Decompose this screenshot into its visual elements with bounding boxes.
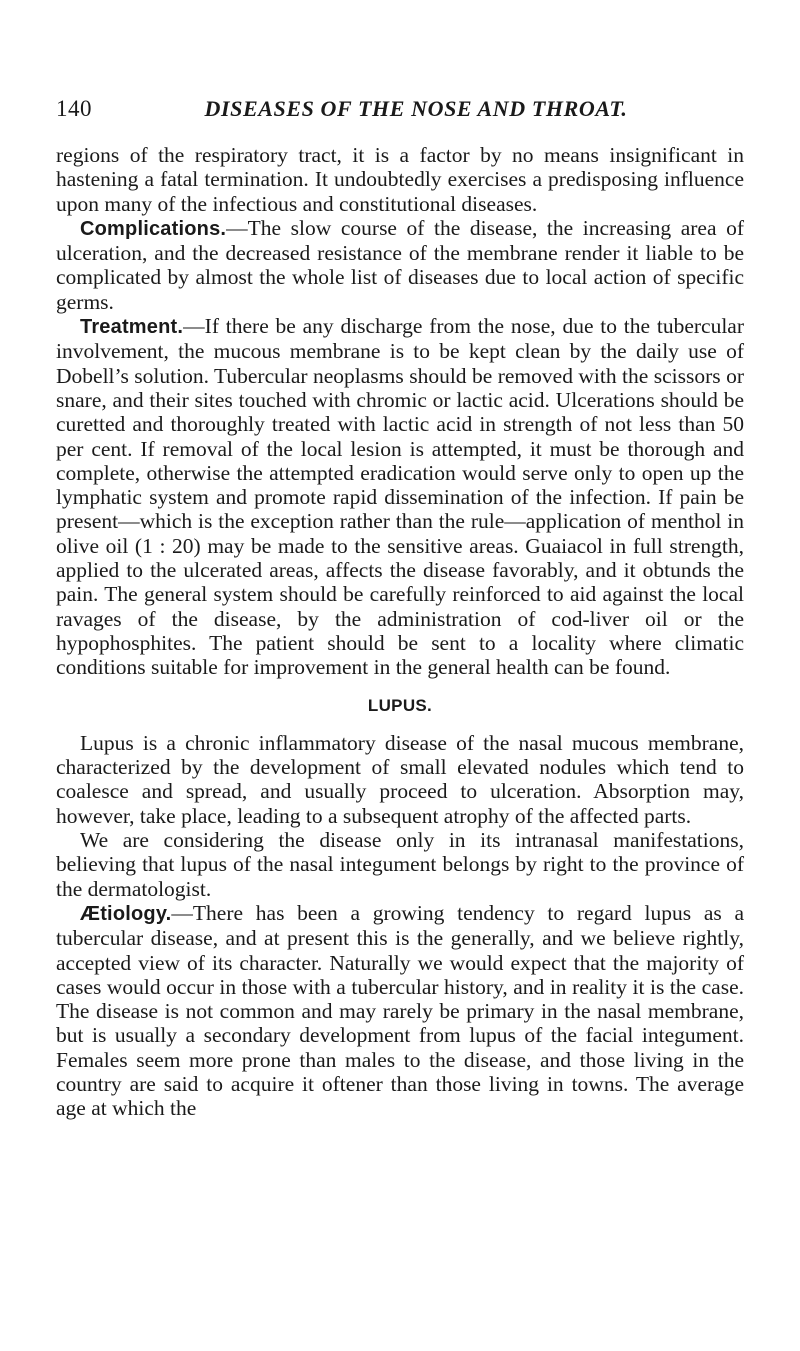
paragraph-etiology [56,901,744,1121]
complications-heading: Complications. [80,217,227,240]
treatment-heading: Treatment. [80,316,184,339]
running-title: DISEASES OF THE NOSE AND THROAT. [204,96,628,121]
section-title-lupus: LUPUS. [367,695,433,715]
etiology-heading: Ætiology. [80,902,172,925]
page-body [56,143,744,1121]
paragraph-complications [56,216,744,314]
running-head [56,96,746,126]
page-number: 140 [56,96,92,121]
complications-text: —The slow course of the disease, the increasing area of ulceration, and the decreased resistance of the membrane render it liable to be complicated by almost the whole list of diseases due to local action of specific germs. [56,215,744,314]
paragraph-treatment [56,314,744,679]
etiology-text: —There has been a growing tendency to regard lupus as a tubercular disease, and at present this is the generally, and we believe rightly, accepted view of its character. Naturally we would expect that the majority of cases would occur in those with a tubercular history, and in reality it is the case. The disease is not common and may rarely be primary in the nasal membrane, but is usually a secondary development from lupus of the facial integument. Females seem more prone than males to the disease, and those living in the country are said to acquire it oftener than those living in towns. The average age at which the [56,900,744,1121]
treatment-text: —If there be any discharge from the nose, due to the tubercular involvement, the mucous membrane is to be kept clean by the daily use of Dobell’s solution. Tubercular neoplasms should be removed with the scissors or snare, and their sites touched with chromic or lactic acid. Ulcerations should be curetted and thoroughly treated with lactic acid in strength of not less than 50 per cent. If removal of the local lesion is attempted, it must be thorough and complete, otherwise the attempted eradication would serve only to open up the lymphatic system and promote rapid dissemination of the infection. If pain be present—which is the exception rather than the rule—application of menthol in olive oil (1 : 20) may be made to the sensitive areas. Guaiacol in full strength, applied to the ulcerated areas, affects the disease favorably, and it obtunds the pain. The general system should be carefully reinforced to aid against the local ravages of the disease, by the administration of cod-liver oil or the hypophosphites. The patient should be sent to a locality where climatic conditions suitable for improvement in the general health can be found. [56,314,744,680]
paragraph-lupus-definition: Lupus is a chronic inflammatory disease of the nasal mucous membrane, characterized by the development of small elevated nodules which tend to coalesce and spread, and usually proceed to ulceration. Absorption may, however, take place, leading to a subsequent atrophy of the affected parts. [56,730,744,828]
paragraph-lupus-scope: We are considering the disease only in its intranasal manifestations, believing that lupus of the nasal integument belongs by right to the province of the dermatologist. [56,828,744,901]
paragraph-continuation: regions of the respiratory tract, it is a factor by no means insignificant in hastening a fatal termination. It undoubtedly exercises a predisposing influence upon many of the infectious and constitutional diseases. [56,143,744,216]
